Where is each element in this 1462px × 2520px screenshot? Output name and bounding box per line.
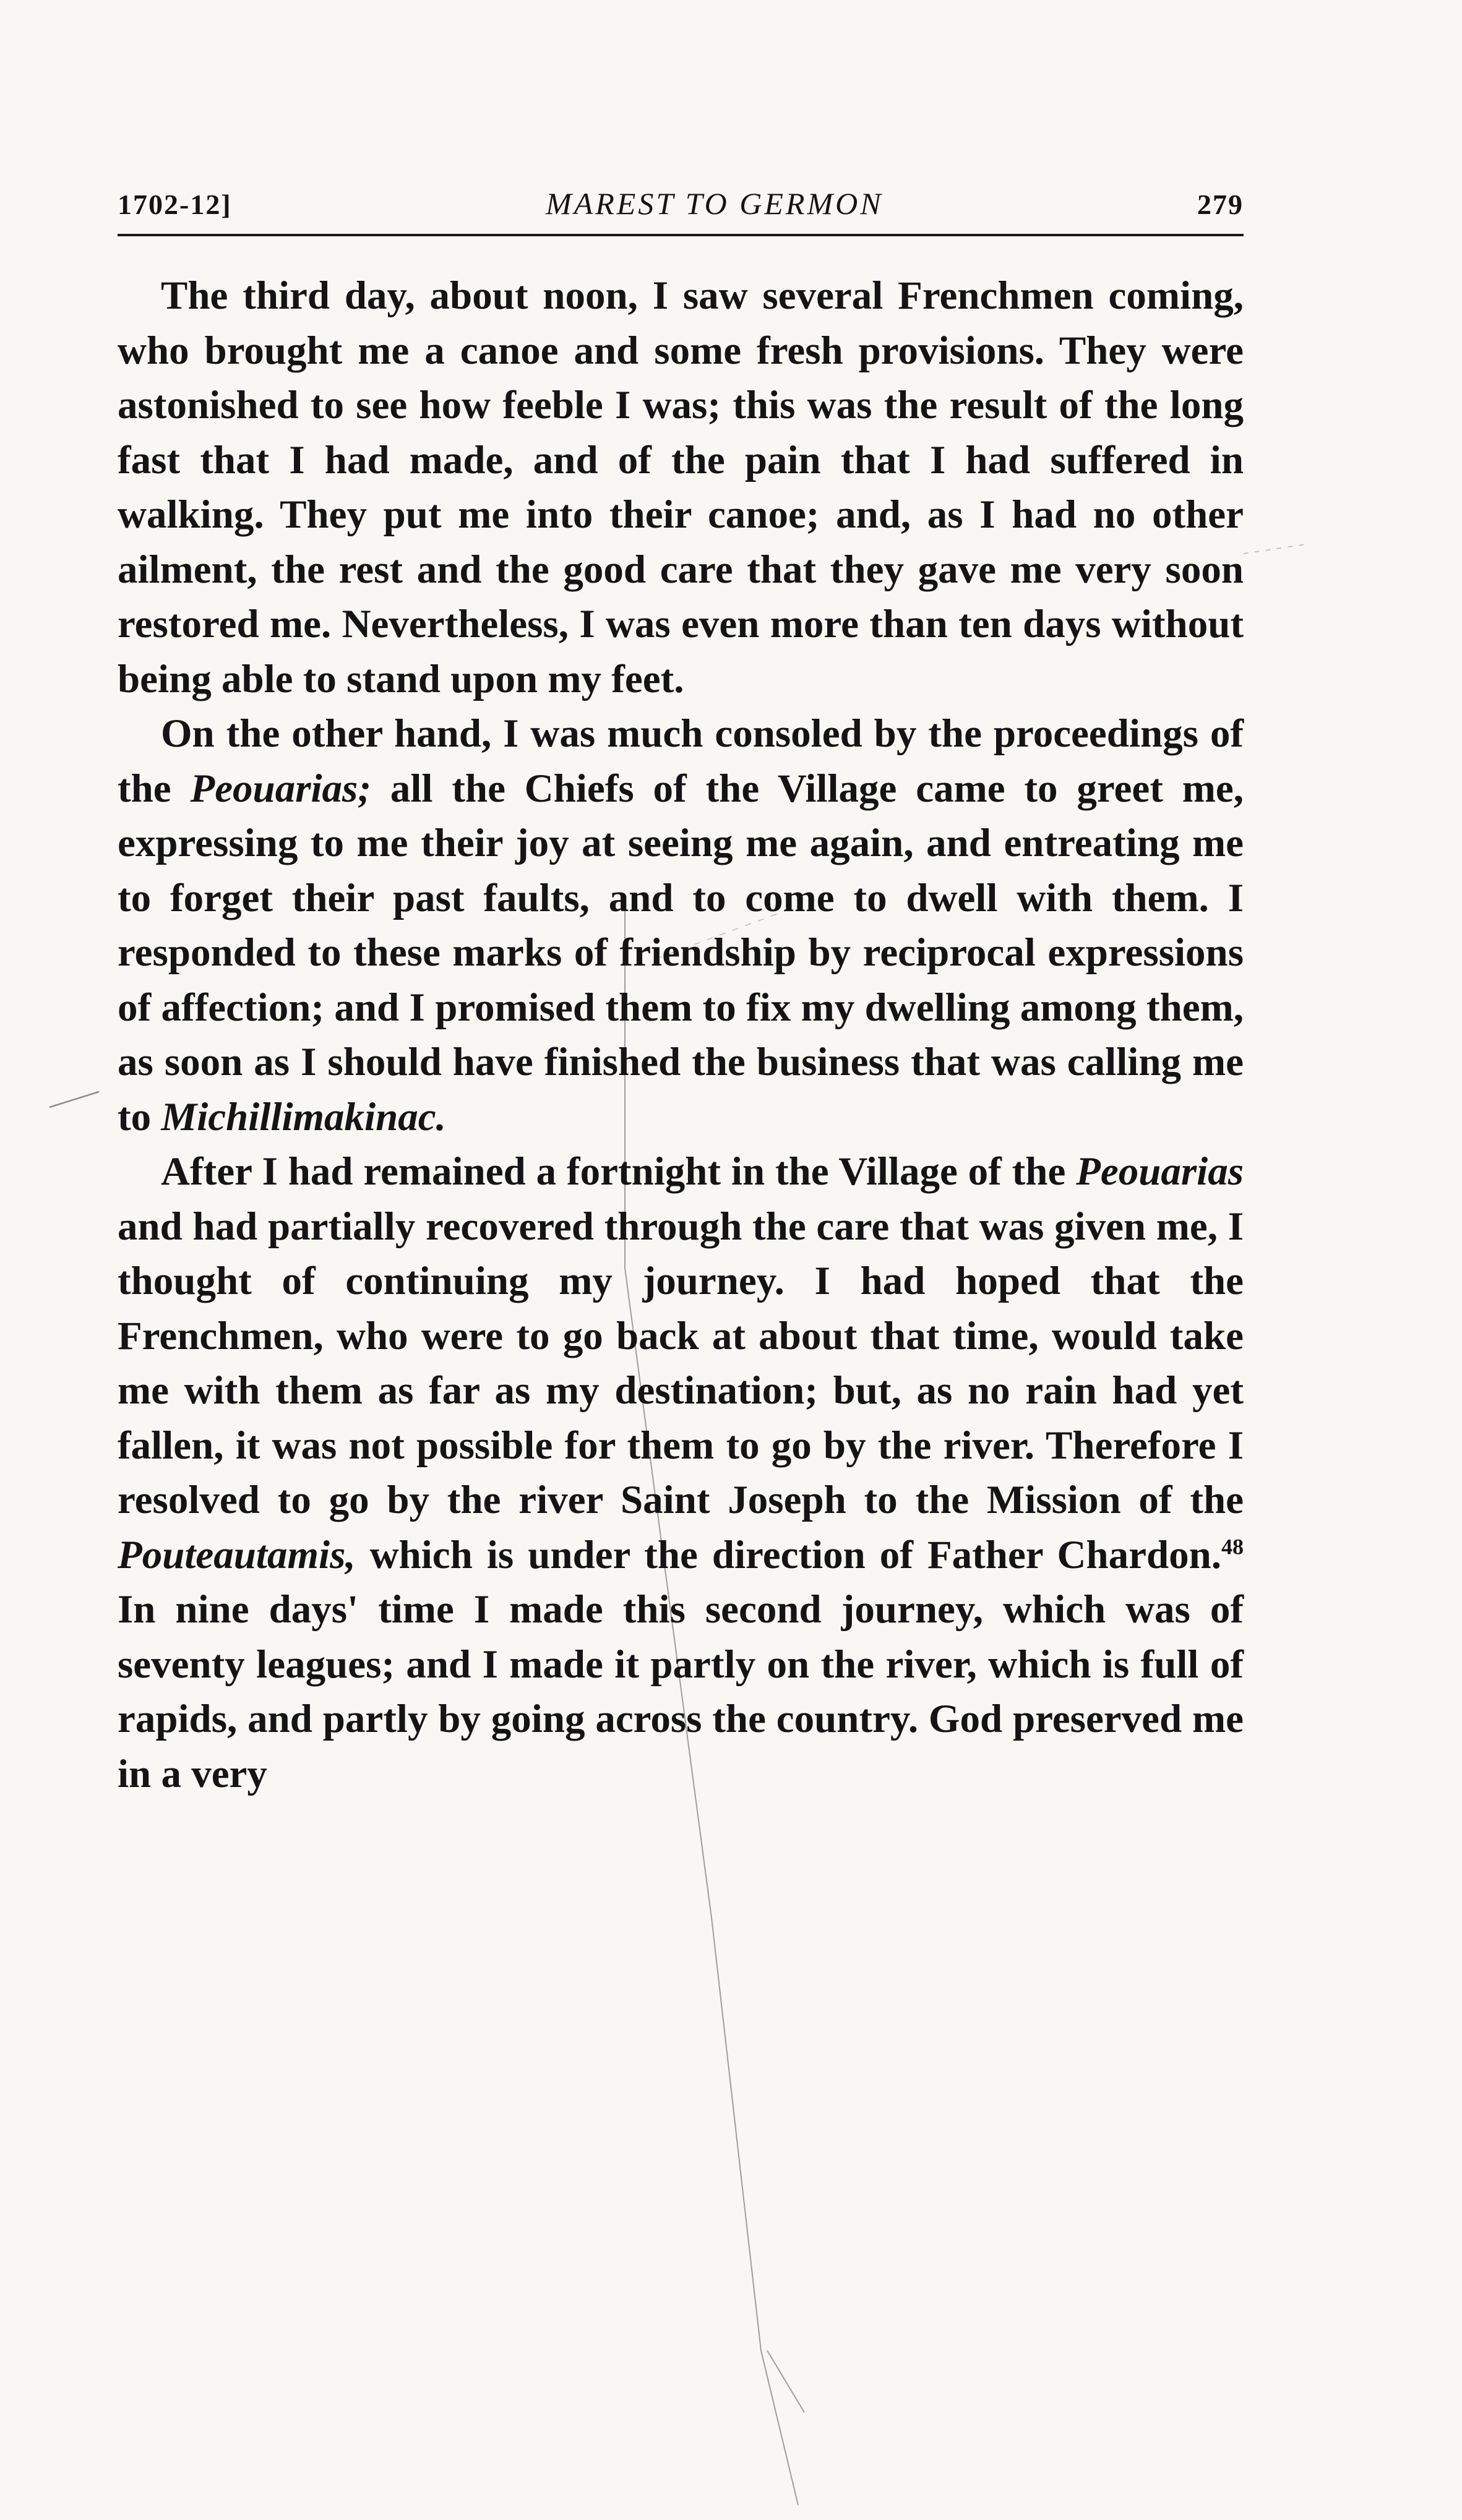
paragraph-1	[118, 268, 1244, 706]
page-number: 279	[1197, 189, 1244, 220]
text-run: On the other hand, I was much consoled by the proceedings of the	[118, 711, 1244, 811]
text-run: all the Chiefs of the Village came to greet me, expressing to me their joy at seeing me again, and entreating me to forget their past faults, and to come to dwell with them. I responded to these marks of friendship by reciprocal expressions of affection; and I promised them to fix my dwelling among them, as soon as I should have finished the business that was calling me to	[118, 766, 1244, 1139]
text-run: In nine days' time I made this second journey, which was of seventy leagues; and I made it partly on the river, which is full of rapids, and partly by going across the country. God preserved me in a very	[118, 1587, 1244, 1796]
text-run: which is under the direction of Father Chardon.	[355, 1532, 1221, 1577]
italic-name: Peouarias;	[190, 766, 371, 811]
text-run: and had partially recovered through the care that was given me, I thought of continuing my journey. I had hoped that the Frenchmen, who were to go back at about that time, would take me with them as far as my destination; but, as no rain had yet fallen, it was not possible for them to go by the river. Therefore I resolved to go by the river Saint Joseph to the Mission of the	[118, 1204, 1244, 1522]
text-run: The third day, about noon, I saw several Frenchmen coming, who brought me a canoe and some fresh provisions. They were astonished to see how feeble I was; this was the result of the long fast that I had made, and of the pain that I had suffered in walking. They put me into their canoe; and, as I had no other ailment, the rest and the good care that they gave me very soon restored me. Nevertheless, I was even more than ten days without being able to stand upon my feet.	[118, 273, 1244, 701]
footnote-marker: 48	[1221, 1533, 1244, 1559]
header-title: MAREST TO GERMON	[546, 186, 884, 221]
text-run: After I had remained a fortnight in the Village of the	[161, 1149, 1077, 1194]
header-years: 1702-12]	[118, 189, 232, 220]
body-text	[118, 268, 1244, 1801]
paragraph-3	[118, 1144, 1244, 1801]
book-page	[118, 186, 1244, 1801]
running-header	[118, 186, 1244, 236]
italic-name: Michillimakinac.	[161, 1094, 446, 1139]
paragraph-2	[118, 706, 1244, 1144]
italic-name: Pouteautamis,	[118, 1532, 356, 1577]
italic-name: Peouarias	[1076, 1149, 1244, 1194]
